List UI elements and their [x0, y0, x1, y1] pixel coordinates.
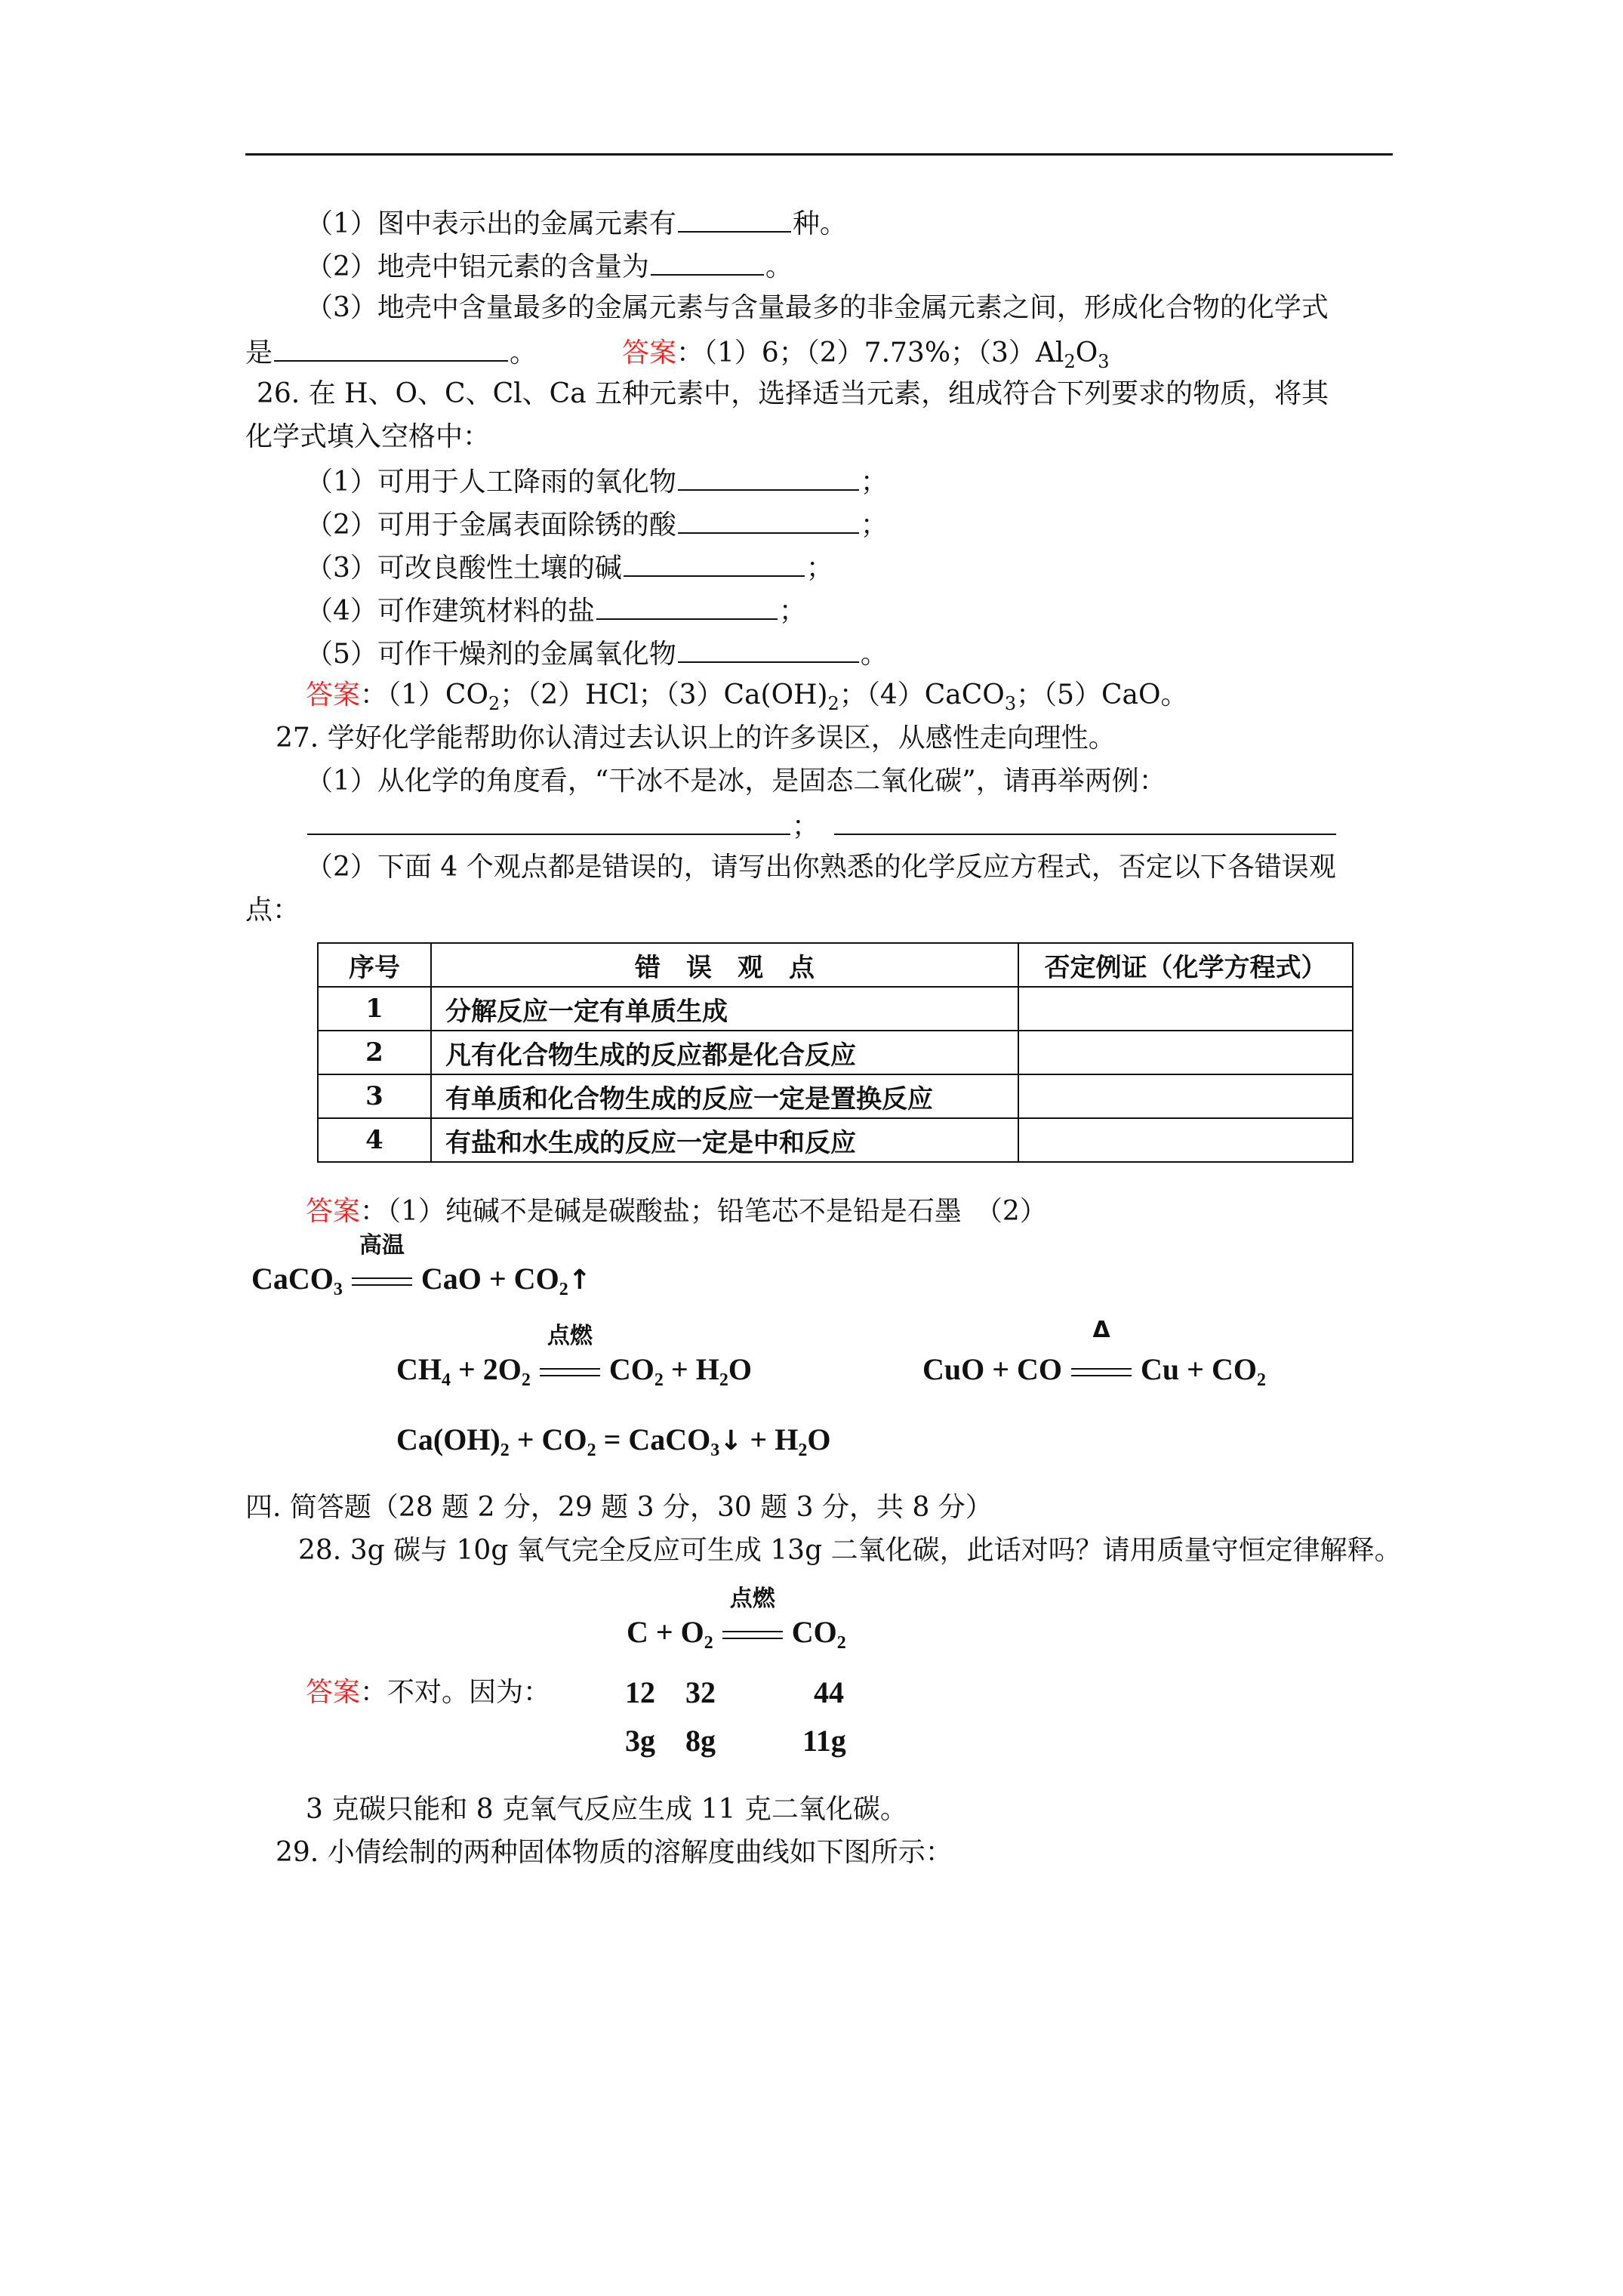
answer-blank[interactable]: [678, 507, 859, 534]
q26-item2-text: （2）可用于金属表面除锈的酸: [306, 510, 676, 541]
subscript: 2: [827, 693, 839, 714]
misconception-table: [317, 942, 1354, 1163]
table-cell-answer[interactable]: [1018, 1074, 1353, 1118]
q29-question: 29. 小倩绘制的两种固体物质的溶解度曲线如下图所示：: [276, 1837, 953, 1868]
table-cell-answer[interactable]: [1018, 1031, 1353, 1074]
semicolon: ；: [792, 811, 820, 842]
q28-question: 28. 3g 碳与 10g 氧气完全反应可生成 13g 二氧化碳，此话对吗？请用质量守恒定律解释。: [298, 1535, 1402, 1566]
q26-answer-c: ；（4）CaCO: [839, 680, 1005, 710]
eq-product: + H: [742, 1422, 799, 1456]
answer-label: 答案: [306, 1196, 361, 1227]
subscript: 2: [500, 1441, 510, 1460]
q27-answer-text: ：（1）纯碱不是碱是碳酸盐；铅笔芯不是铅是石墨 （2）: [360, 1196, 1047, 1227]
mass-value: 11g: [802, 1724, 846, 1758]
eq-condition-arrow: [721, 1586, 784, 1650]
table-header: 序号: [318, 943, 431, 987]
q25-part3: （3）地壳中含量最多的金属元素与含量最多的非金属元素之间，形成化合物的化学式: [306, 292, 1329, 323]
answer-blank[interactable]: [678, 464, 859, 491]
eq-product: = CaCO: [596, 1422, 711, 1456]
table-cell-view: 有盐和水生成的反应一定是中和反应: [431, 1118, 1018, 1162]
answer-blank[interactable]: [307, 808, 790, 835]
table-row: [318, 1031, 1353, 1074]
q26-item2: [306, 507, 888, 542]
table-cell-no: 2: [318, 1031, 431, 1074]
answer-blank[interactable]: [834, 808, 1336, 835]
eq-product: CO: [608, 1352, 654, 1386]
equation-cuo-reduction: [922, 1317, 1266, 1390]
q26-item1-text: （1）可用于人工降雨的氧化物: [306, 467, 676, 498]
q25-part1-suffix: 种。: [792, 208, 847, 239]
q26-intro: 26. 在 H、O、C、Cl、Ca 五种元素中，选择适当元素，组成符合下列要求的物质，将其: [257, 378, 1329, 409]
q26-answer: [306, 679, 1188, 712]
subscript: 2: [836, 1633, 846, 1653]
answer-blank[interactable]: [678, 636, 859, 663]
eq-product: Cu + CO: [1141, 1352, 1257, 1386]
q26-item4-text: （4）可作建筑材料的盐: [306, 596, 595, 627]
q25-part2: [306, 248, 793, 284]
q27-part1-blanks: [306, 808, 1338, 843]
q25-answer-o: O: [1075, 337, 1098, 368]
eq-reactant: + 2O: [451, 1352, 522, 1386]
header-rule: [245, 153, 1393, 156]
mass-value: 12: [625, 1675, 655, 1709]
answer-blank[interactable]: [596, 593, 778, 620]
equation-limewater: [396, 1422, 831, 1460]
subscript: 2: [488, 693, 500, 714]
answer-label: 答案: [621, 337, 676, 368]
table-row: [318, 987, 1353, 1031]
subscript: 2: [798, 1441, 808, 1460]
eq-condition: 点燃: [729, 1586, 775, 1612]
q26-item1: [306, 464, 888, 499]
table-header-row: [318, 943, 1353, 987]
subscript: 2: [654, 1370, 664, 1390]
q25-part1: [306, 205, 847, 241]
q26-item3: [306, 550, 833, 585]
q27-intro: 27. 学好化学能帮助你认清过去认识上的许多误区，从感性走向理性。: [276, 723, 1116, 754]
q25-part3-suffix: 。: [510, 337, 537, 368]
table-row: [318, 1074, 1353, 1118]
q25-part3-cont: [245, 334, 1110, 370]
table-cell-answer[interactable]: [1018, 1118, 1353, 1162]
subscript: 3: [1098, 351, 1110, 372]
mass-value: 32: [685, 1675, 716, 1709]
q27-answer: [306, 1195, 1047, 1228]
semicolon: ；: [860, 467, 888, 498]
eq-condition-arrow: [1070, 1317, 1133, 1387]
eq-condition-arrow: [350, 1232, 414, 1296]
table-header: 否定例证（化学方程式）: [1018, 943, 1353, 987]
table-row: [318, 1118, 1353, 1162]
table-cell-no: 1: [318, 987, 431, 1031]
q28-answer-text: ：不对。因为：: [360, 1677, 551, 1708]
q27-part2-cont: 点：: [245, 895, 300, 926]
mass-value: 3g: [625, 1724, 655, 1758]
q26-answer-a: ：（1）CO: [360, 680, 488, 710]
eq-reactant: Ca(OH): [396, 1422, 500, 1456]
answer-label: 答案: [306, 680, 361, 710]
q25-part2-prefix: （2）地壳中铝元素的含量为: [306, 251, 649, 282]
eq-product: CaO + CO: [420, 1262, 559, 1296]
eq-product: + H: [663, 1352, 719, 1386]
gas-arrow-icon: ↑: [568, 1265, 591, 1296]
table-header: 错 误 观 点: [431, 943, 1018, 987]
precipitate-arrow-icon: ↓: [719, 1425, 743, 1456]
eq-condition: 高温: [359, 1232, 405, 1259]
semicolon: ；: [778, 596, 806, 627]
table-cell-view: 凡有化合物生成的反应都是化合反应: [431, 1031, 1018, 1074]
q26-intro-cont: 化学式填入空格中：: [245, 421, 491, 452]
subscript: 2: [559, 1280, 568, 1299]
q26-item4: [306, 593, 806, 628]
semicolon: ；: [860, 510, 888, 541]
subscript: 2: [1256, 1370, 1266, 1390]
subscript: 3: [710, 1441, 720, 1460]
eq-condition-arrow: [538, 1323, 602, 1387]
q25-part3-prefix: 是: [245, 337, 273, 368]
mass-ratio-row: [625, 1675, 844, 1710]
period: 。: [860, 639, 888, 670]
answer-blank[interactable]: [624, 550, 805, 577]
q27-part2: （2）下面 4 个观点都是错误的，请写出你熟悉的化学反应方程式，否定以下各错误观: [306, 852, 1336, 883]
q26-item5-text: （5）可作干燥剂的金属氧化物: [306, 639, 676, 670]
table-cell-view: 分解反应一定有单质生成: [431, 987, 1018, 1031]
eq-condition: Δ: [1092, 1317, 1110, 1343]
eq-reactant: CaCO: [251, 1262, 334, 1296]
eq-reactant: CuO + CO: [922, 1352, 1063, 1386]
q26-answer-d: ；（5）CaO。: [1016, 680, 1188, 710]
q26-item3-text: （3）可改良酸性土壤的碱: [306, 553, 622, 584]
answer-blank[interactable]: [651, 248, 764, 276]
subscript: 2: [704, 1633, 713, 1653]
q27-part1: （1）从化学的角度看，“干冰不是冰，是固态二氧化碳”，请再举两例：: [306, 766, 1166, 797]
subscript: 2: [521, 1370, 531, 1390]
equation-caco3-decomposition: [251, 1232, 591, 1299]
table-cell-view: 有单质和化合物生成的反应一定是置换反应: [431, 1074, 1018, 1118]
q25-part1-prefix: （1）图中表示出的金属元素有: [306, 208, 676, 239]
equation-ch4-combustion: [396, 1323, 752, 1390]
answer-blank[interactable]: [678, 205, 791, 233]
eq-condition: 点燃: [547, 1323, 593, 1349]
subscript: 2: [719, 1370, 728, 1390]
table-cell-no: 3: [318, 1074, 431, 1118]
subscript: 2: [587, 1441, 596, 1460]
q28-answer: [306, 1676, 550, 1709]
eq-reactant: CH: [396, 1352, 442, 1386]
mass-value: 8g: [685, 1724, 716, 1758]
subscript: 3: [1004, 693, 1017, 714]
eq-reactant: + CO: [509, 1422, 587, 1456]
q25-part2-suffix: 。: [765, 251, 793, 282]
mass-value: 44: [814, 1675, 844, 1709]
eq-product: CO: [791, 1615, 837, 1649]
subscript: 4: [442, 1370, 451, 1390]
q28-conclusion: 3 克碳只能和 8 克氧气反应生成 11 克二氧化碳。: [306, 1794, 907, 1825]
q26-item5: [306, 636, 888, 671]
section-title: 四. 简答题（28 题 2 分，29 题 3 分，30 题 3 分，共 8 分）: [245, 1492, 993, 1523]
answer-blank[interactable]: [274, 334, 508, 362]
eq-reactant: C + O: [627, 1615, 704, 1649]
eq-product: O: [728, 1352, 752, 1386]
mass-actual-row: [625, 1723, 846, 1758]
equation-carbon-combustion: [627, 1586, 846, 1653]
table-cell-answer[interactable]: [1018, 987, 1353, 1031]
q25-answer: ：（1）6；（2）7.73%；（3）Al: [676, 337, 1064, 368]
semicolon: ；: [805, 553, 833, 584]
answer-label: 答案: [306, 1677, 361, 1708]
eq-product: O: [807, 1422, 831, 1456]
q26-answer-b: ；（2）HCl；（3）Ca(OH): [500, 680, 828, 710]
subscript: 2: [1064, 351, 1076, 372]
subscript: 3: [333, 1280, 343, 1299]
table-cell-no: 4: [318, 1118, 431, 1162]
